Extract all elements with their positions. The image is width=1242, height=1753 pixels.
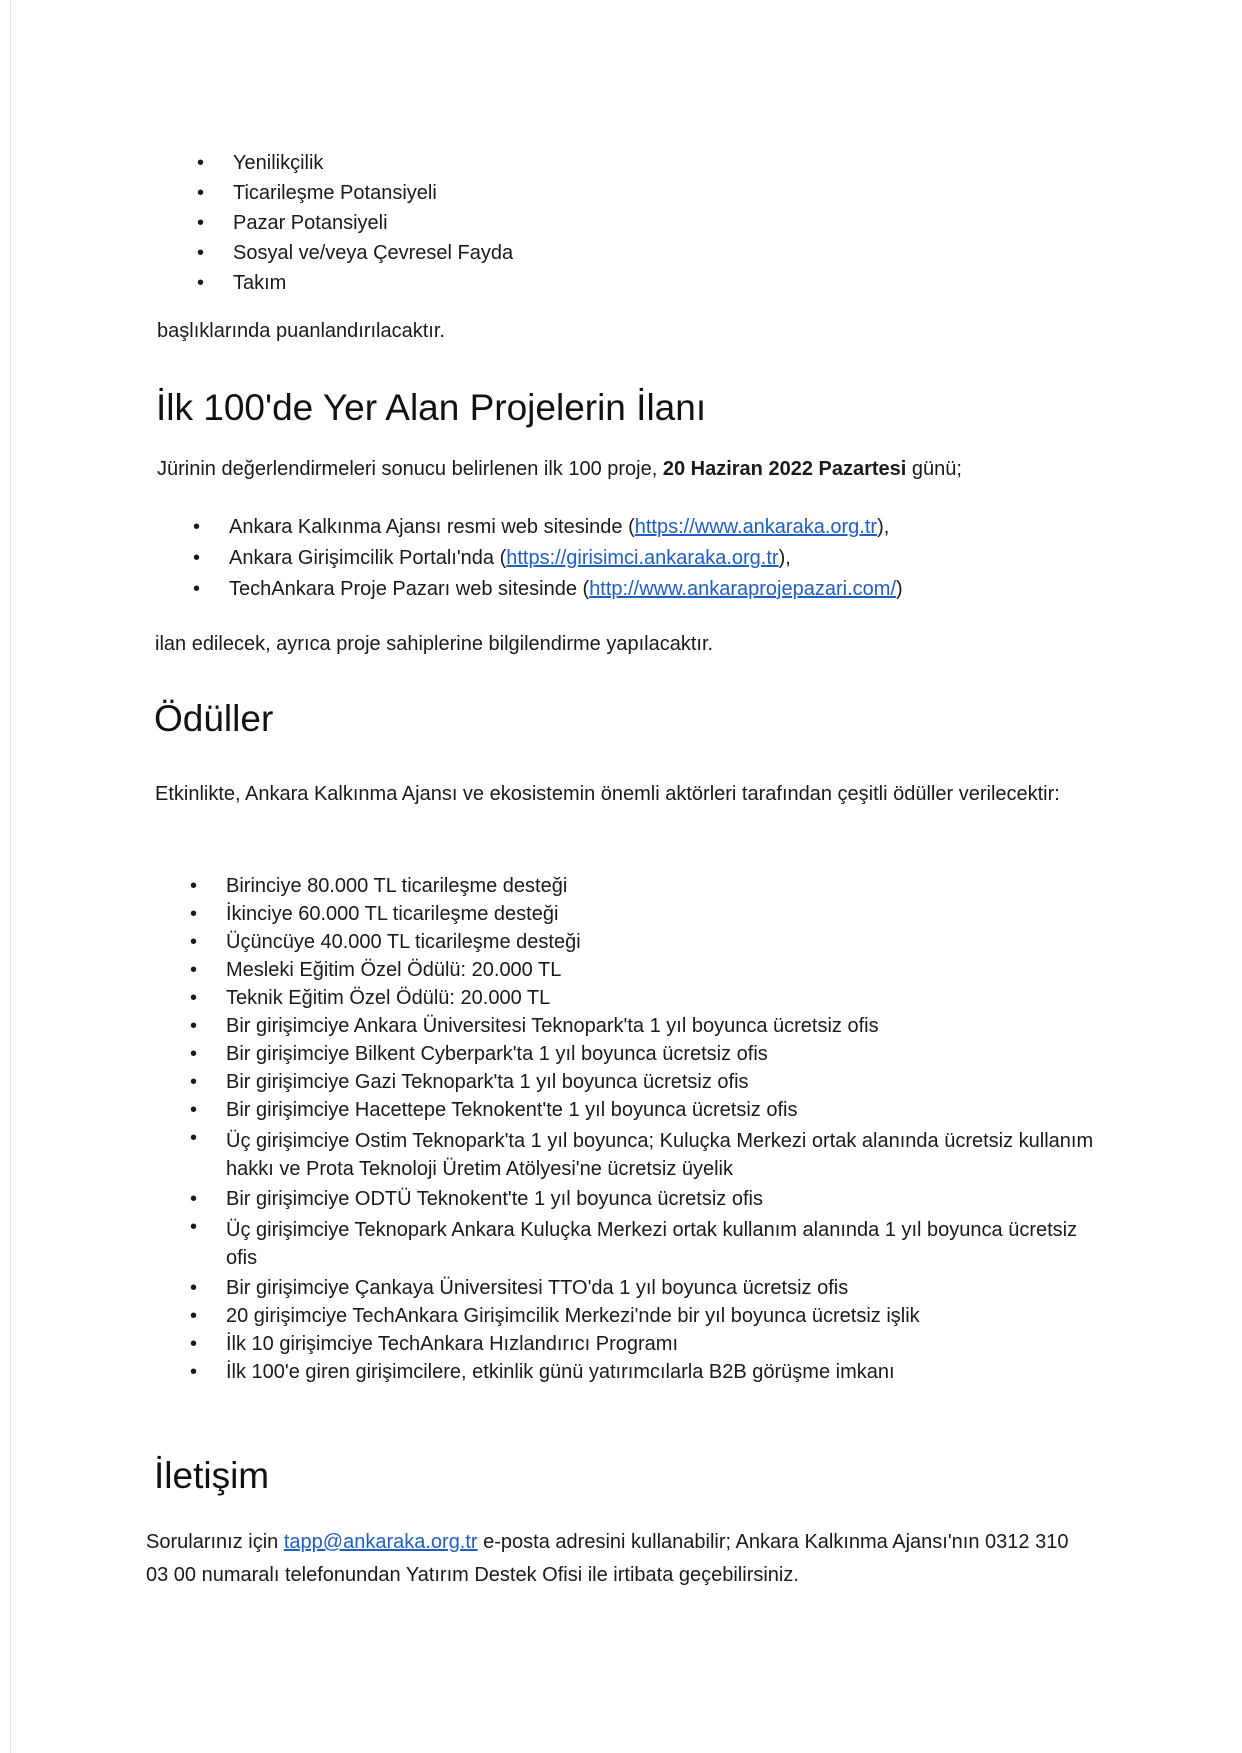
- list-item: • Teknik Eğitim Özel Ödülü: 20.000 TL: [190, 984, 1095, 1012]
- list-item: • Sosyal ve/veya Çevresel Fayda: [197, 238, 513, 268]
- link-girisimci[interactable]: https://girisimci.ankaraka.org.tr: [506, 547, 779, 569]
- announcement-date: 20 Haziran 2022 Pazartesi: [662, 458, 907, 480]
- list-item: • İkinciye 60.000 TL ticarileşme desteği: [190, 900, 1095, 928]
- list-item: • Pazar Potansiyeli: [197, 208, 513, 238]
- list-item: • Birinciye 80.000 TL ticarileşme desteği: [190, 872, 1095, 900]
- list-item: • Mesleki Eğitim Özel Ödülü: 20.000 TL: [190, 956, 1095, 984]
- list-item: • Bir girişimciye Gazi Teknopark'ta 1 yıl boyunca ücretsiz ofis: [190, 1068, 1095, 1096]
- link-projepazari[interactable]: http://www.ankaraprojepazari.com/: [589, 578, 896, 600]
- announcement-outro: ilan edilecek, ayrıca proje sahiplerine bilgilendirme yapılacaktır.: [155, 633, 714, 655]
- list-item: • 20 girişimciye TechAnkara Girişimcilik Merkezi'nde bir yıl boyunca ücretsiz işlik: [190, 1302, 1095, 1330]
- awards-heading: Ödüller: [154, 698, 274, 739]
- list-item: • Üçüncüye 40.000 TL ticarileşme desteği: [190, 928, 1095, 956]
- list-item: • Takım: [197, 268, 513, 298]
- list-item: [193, 574, 903, 605]
- announcement-heading: İlk 100'de Yer Alan Projelerin İlanı: [156, 387, 707, 428]
- site-suffix: ): [896, 578, 903, 600]
- site-text: TechAnkara Proje Pazarı web sitesinde: [229, 578, 583, 600]
- site-text: Ankara Kalkınma Ajansı resmi web sitesinde: [229, 516, 629, 538]
- criteria-suffix-text: başlıklarında puanlandırılacaktır.: [157, 320, 445, 342]
- site-text: Ankara Girişimcilik Portalı'nda: [229, 547, 500, 569]
- awards-intro: Etkinlikte, Ankara Kalkınma Ajansı ve ekosistemin önemli aktörleri tarafından çeşitli ödüller verilecektir:: [155, 783, 1060, 805]
- list-item: • Üç girişimciye Teknopark Ankara Kuluçka Merkezi ortak kullanım alanında 1 yıl boyunca ücretsiz ofis: [190, 1213, 1095, 1274]
- list-item: • İlk 100'e giren girişimcilere, etkinlik günü yatırımcılarla B2B görüşme imkanı: [190, 1358, 1095, 1386]
- announcement-intro: [157, 454, 962, 484]
- list-item: • Bir girişimciye Çankaya Üniversitesi TTO'da 1 yıl boyunca ücretsiz ofis: [190, 1274, 1095, 1302]
- awards-list: [190, 872, 1095, 1386]
- site-suffix: ),: [778, 547, 791, 569]
- list-item: • Bir girişimciye Bilkent Cyberpark'ta 1 yıl boyunca ücretsiz ofis: [190, 1040, 1095, 1068]
- intro-text: Jürinin değerlendirmeleri sonucu belirlenen ilk 100 proje,: [157, 458, 663, 480]
- site-suffix: ),: [877, 516, 890, 538]
- list-item: [193, 543, 903, 574]
- contact-text-start: Sorularınız için: [146, 1531, 284, 1553]
- announcement-sites-list: [193, 512, 903, 605]
- list-item: • Bir girişimciye ODTÜ Teknokent'te 1 yıl boyunca ücretsiz ofis: [190, 1185, 1095, 1213]
- list-item: • Üç girişimciye Ostim Teknopark'ta 1 yıl boyunca; Kuluçka Merkezi ortak alanında ücretsiz kullanım hakkı ve Prota Teknoloji Üretim Atölyesi'ne ücretsiz üyelik: [190, 1124, 1095, 1185]
- list-item: [193, 512, 903, 543]
- list-item: • Yenilikçilik: [197, 148, 513, 178]
- paren: (: [499, 547, 507, 569]
- list-item: • İlk 10 girişimciye TechAnkara Hızlandırıcı Programı: [190, 1330, 1095, 1358]
- link-ankaraka[interactable]: https://www.ankaraka.org.tr: [634, 516, 878, 538]
- list-item: • Bir girişimciye Ankara Üniversitesi Teknopark'ta 1 yıl boyunca ücretsiz ofis: [190, 1012, 1095, 1040]
- contact-email-link[interactable]: tapp@ankaraka.org.tr: [283, 1531, 478, 1553]
- contact-heading: İletişim: [154, 1455, 270, 1496]
- paren: (: [628, 516, 635, 538]
- contact-text-end: e-posta adresini kullanabilir; Ankara Kalkınma Ajansı'nın 0312 310 03 00 numaralı telefonundan Yatırım Destek Ofisi ile irtibata geçebilirsiniz.: [146, 1531, 1069, 1586]
- scan-edge-line: [10, 0, 11, 1753]
- list-item: • Bir girişimciye Hacettepe Teknokent'te 1 yıl boyunca ücretsiz ofis: [190, 1096, 1095, 1124]
- contact-text: [146, 1526, 1096, 1592]
- intro-text-end: günü;: [906, 458, 962, 480]
- criteria-list: [197, 148, 513, 298]
- list-item: • Ticarileşme Potansiyeli: [197, 178, 513, 208]
- paren: (: [582, 578, 590, 600]
